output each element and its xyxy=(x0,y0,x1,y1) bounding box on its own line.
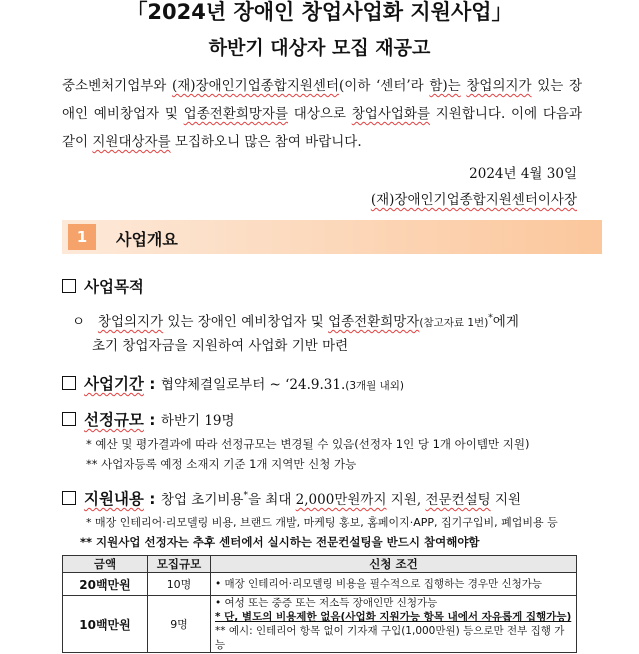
intro-text: 중소벤처기업부와 xyxy=(62,78,172,94)
checkbox-square-icon xyxy=(62,412,76,426)
intro-text: 창업사업화를 xyxy=(351,106,430,122)
bullet-circle-icon: ㅇ xyxy=(72,314,86,330)
condition-line: * 단, 별도의 비용제한 없음(사업화 지원가능 항목 내에서 자유롭게 집행가능) xyxy=(215,611,572,623)
condition-line: • 여성 또는 중증 또는 저소득 장애인만 신청가능 xyxy=(215,597,438,609)
period-heading: 사업기간 xyxy=(84,375,144,393)
scale-heading: 선정규모 xyxy=(84,411,144,429)
intro-text: 지원대상자를 xyxy=(92,134,171,150)
period-note: (3개월 내외) xyxy=(345,380,405,392)
purpose-line-1 xyxy=(72,310,519,330)
intro-text: 있는 장애인 예비창업자 및 xyxy=(62,78,583,122)
page-subtitle: 하반기 대상자 모집 재공고 xyxy=(208,37,431,59)
support-table xyxy=(62,555,577,653)
purpose-text: 창업의지가 xyxy=(97,314,164,330)
checkbox-square-icon xyxy=(62,279,76,293)
footnote-mark: * xyxy=(243,490,248,501)
count-cell: 9명 xyxy=(148,596,211,653)
table-header-cell: 모집규모 xyxy=(148,556,211,573)
condition-line: ** 예시: 인테리어 항목 없이 기자재 구입(1,000만원) 등으로만 전부 집행 가능 xyxy=(215,625,565,651)
purpose-heading xyxy=(62,275,144,297)
support-text: 창업 초기비용 xyxy=(160,492,244,508)
table-header-row xyxy=(63,556,577,573)
section-title: 사업개요 xyxy=(116,230,178,249)
count-cell: 10명 xyxy=(148,573,211,596)
period-row xyxy=(62,372,404,394)
intro-paragraph xyxy=(62,72,582,156)
announcement-date: 2024년 4월 30일 xyxy=(469,166,577,182)
support-heading: 지원내용 xyxy=(84,490,144,508)
colon: : xyxy=(143,411,161,429)
organization-signature: (재)장애인기업종합지원센터이사장 xyxy=(370,192,577,208)
intro-text: 지원합니다. 이에 다음과 같이 xyxy=(62,106,583,150)
table-header-cell: 금액 xyxy=(63,556,148,573)
checkbox-square-icon xyxy=(62,376,76,390)
support-row xyxy=(62,487,521,509)
scale-note-2: ** 사업자등록 예정 소재지 기준 1개 지역만 신청 가능 xyxy=(86,457,357,471)
purpose-ref: (참고자료 1번) xyxy=(419,317,489,329)
purpose-text: 업종전환희망자 xyxy=(328,314,420,330)
table-row xyxy=(63,573,577,596)
purpose-text: 있는 장애인 예비창업자 및 xyxy=(163,314,329,330)
intro-text: 업종전환희망자를 xyxy=(183,106,288,122)
page-title: 「2024년 장애인 창업사업화 지원사업」 xyxy=(126,0,513,24)
support-text: 2,000만원까지 xyxy=(295,492,387,508)
intro-text: (이하 ‘센터’라 xyxy=(339,78,430,94)
footnote-mark: * xyxy=(488,313,493,324)
condition-cell: • 매장 인테리어·리모델링 비용을 필수적으로 집행하는 경우만 신청가능 xyxy=(211,573,577,596)
purpose-text: 에게 xyxy=(492,314,519,330)
colon: : xyxy=(143,375,161,393)
period-text: 협약체결일로부터 ~ ‘24.9.31. xyxy=(160,377,346,393)
intro-org: (재)장애인기업종합지원센터 xyxy=(171,78,340,94)
scale-note-1: * 예산 및 평가결과에 따라 선정규모는 변경될 수 있음(선정자 1인 당 1개 아이템만 지원) xyxy=(86,437,530,451)
intro-text: 대상으로 xyxy=(288,106,352,122)
purpose-line-2: 초기 창업자금을 지원하여 사업화 기반 마련 xyxy=(92,338,349,354)
colon: : xyxy=(143,490,161,508)
section-number: 1 xyxy=(68,224,96,250)
amount-cell: 10백만원 xyxy=(63,596,148,653)
intro-text: 모집하오니 많은 참여 바랍니다. xyxy=(170,134,362,150)
scale-text: 하반기 19명 xyxy=(160,413,235,429)
support-text: 을 최대 xyxy=(247,492,296,508)
support-text: 전문컨설팅 xyxy=(425,492,491,508)
checkbox-square-icon xyxy=(62,491,76,505)
intro-text: 창업의지가 xyxy=(466,78,532,94)
amount-cell: 20백만원 xyxy=(63,573,148,596)
intro-text: 함)는 xyxy=(429,78,461,94)
table-header-cell: 신청 조건 xyxy=(211,556,577,573)
support-text: 지원 xyxy=(490,492,522,508)
condition-cell xyxy=(211,596,577,653)
table-row xyxy=(63,596,577,653)
scale-row xyxy=(62,408,235,430)
support-note-1: * 매장 인테리어·리모델링 비용, 브랜드 개발, 마케팅 홍보, 홈페이지·APP, 집기구입비, 폐업비용 등 xyxy=(86,516,558,529)
support-note-2: ** 지원사업 선정자는 추후 센터에서 실시하는 전문컨설팅을 반드시 참여해야함 xyxy=(80,535,480,549)
support-text: 지원, xyxy=(386,492,426,508)
purpose-heading-text: 사업목적 xyxy=(84,278,144,296)
